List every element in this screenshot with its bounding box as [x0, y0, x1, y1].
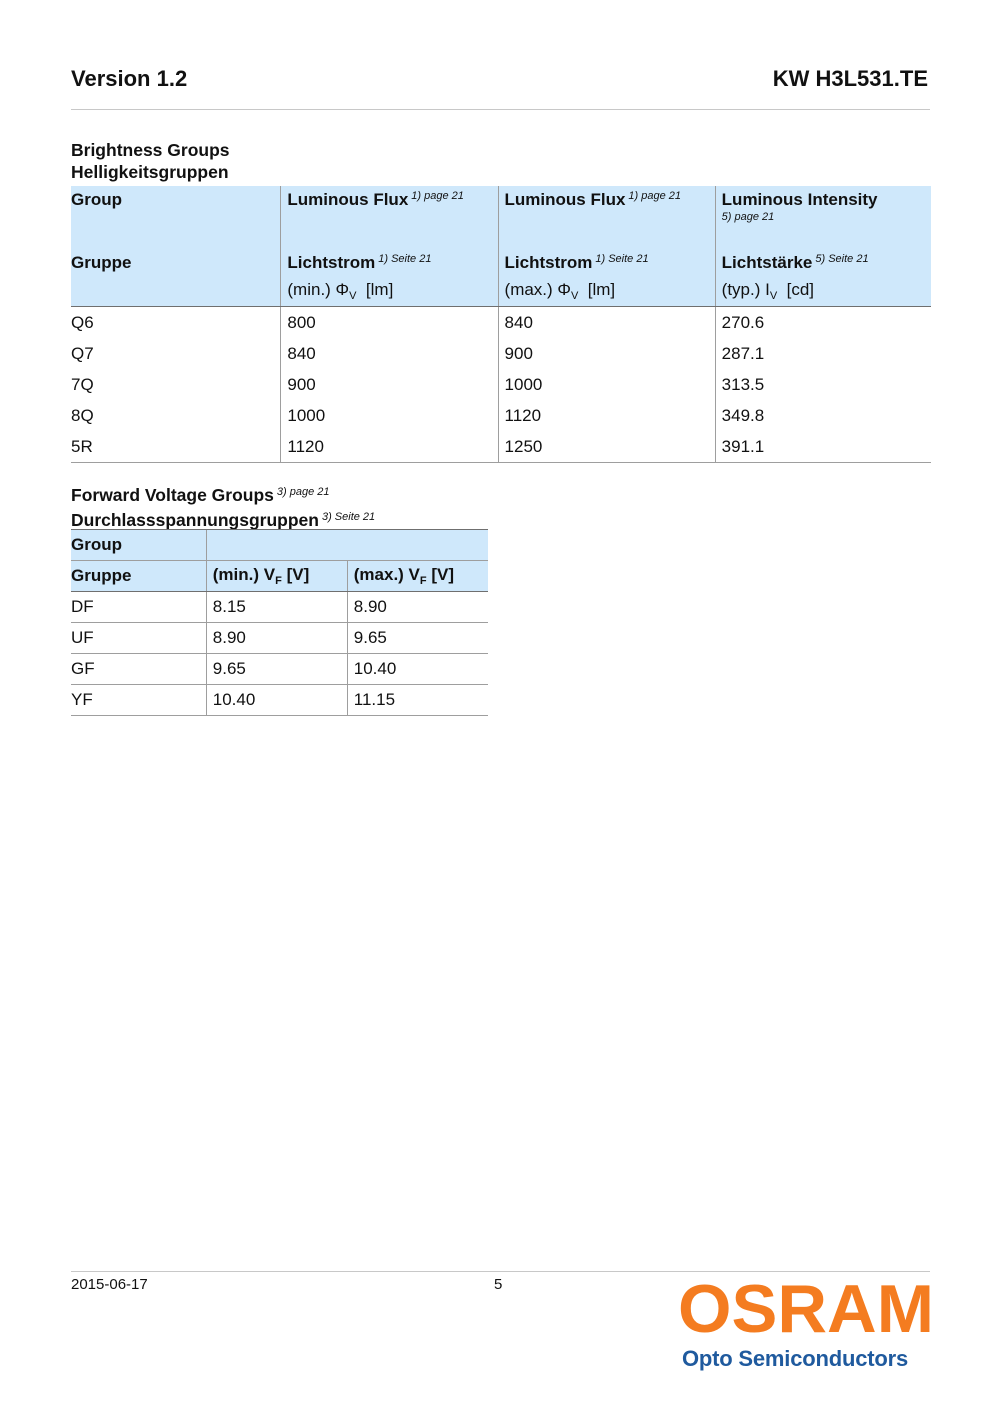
voltage-title-de: Durchlassspannungsgruppen $^{3) Seite 21}$	[71, 510, 376, 530]
table-row: Q6 800 840 270.6	[71, 307, 931, 339]
footnote-ref: 1) page 21	[628, 190, 682, 202]
voltage-title-en: Forward Voltage Groups $^{3) page 21}$	[71, 485, 330, 505]
table-row: 5R 1120 1250 391.1	[71, 431, 931, 463]
table-row: DF 8.15 8.90	[71, 592, 488, 623]
voltage-table	[71, 529, 488, 716]
footnote-ref: 3) page 21	[276, 486, 330, 498]
table-row: Q7 840 900 287.1	[71, 338, 931, 369]
voltage-header-row-1	[71, 530, 488, 561]
col-intensity-en: Luminous Intensity 5) page 21	[715, 186, 931, 243]
col-flux-min-en: Luminous Flux $^{1) page 21}$	[281, 186, 498, 243]
table-row: 8Q 1000 1120 349.8	[71, 400, 931, 431]
col-group-de: Gruppe	[71, 253, 132, 272]
unit-flux-max: (max.) $\Phi_V$ [lm]	[498, 276, 715, 307]
footnote-ref: 5) page 21	[721, 211, 775, 223]
col-group-de: Gruppe	[71, 561, 206, 592]
col-flux-max-de: Lichtstrom $^{1) Seite 21}$	[498, 243, 715, 276]
footnote-ref: 1) Seite 21	[595, 253, 649, 265]
footnote-ref: 1) Seite 21	[378, 253, 432, 265]
footnote-ref: 5) Seite 21	[815, 253, 869, 265]
osram-logo-text: OSRAM	[678, 1273, 934, 1337]
col-vf-max: (max.) $V_F$ [V]	[347, 561, 488, 592]
footnote-ref: 3) Seite 21	[321, 511, 376, 523]
col-flux-max-en: Luminous Flux $^{1) page 21}$	[498, 186, 715, 243]
brightness-header-row-units	[71, 276, 931, 307]
brand-subtitle: Opto Semiconductors	[682, 1346, 908, 1371]
brightness-table	[71, 186, 931, 463]
table-row: 7Q 900 1000 313.5	[71, 369, 931, 400]
footer-divider	[71, 1271, 930, 1272]
brightness-title	[71, 139, 230, 183]
table-row: UF 8.90 9.65	[71, 623, 488, 654]
page-number: 5	[494, 1276, 503, 1293]
header-divider	[71, 109, 930, 110]
col-group-en: Group	[71, 530, 206, 561]
brightness-title-de: Helligkeitsgruppen	[71, 162, 229, 182]
voltage-title	[71, 481, 375, 531]
col-intensity-de: Lichtstärke $^{5) Seite 21}$	[715, 243, 931, 276]
product-name: KW H3L531.TE	[772, 66, 928, 91]
osram-logo	[678, 1273, 936, 1337]
voltage-header-row-2	[71, 561, 488, 592]
footnote-ref: 1) page 21	[411, 190, 464, 202]
table-row: GF 9.65 10.40	[71, 654, 488, 685]
brightness-header-row-de	[71, 243, 931, 276]
document-version: Version 1.2	[71, 66, 188, 91]
col-flux-min-de: Lichtstrom $^{1) Seite 21}$	[281, 243, 498, 276]
col-vf-min: (min.) $V_F$ [V]	[206, 561, 347, 592]
brightness-title-en: Brightness Groups	[71, 140, 230, 160]
col-group-en: Group	[71, 190, 122, 209]
table-row: YF 10.40 11.15	[71, 685, 488, 716]
unit-intensity: (typ.) $I_V$ [cd]	[715, 276, 931, 307]
unit-flux-min: (min.) $\Phi_V$ [lm]	[281, 276, 498, 307]
footer-date: 2015-06-17	[71, 1276, 148, 1293]
brightness-header-row-en	[71, 186, 931, 243]
